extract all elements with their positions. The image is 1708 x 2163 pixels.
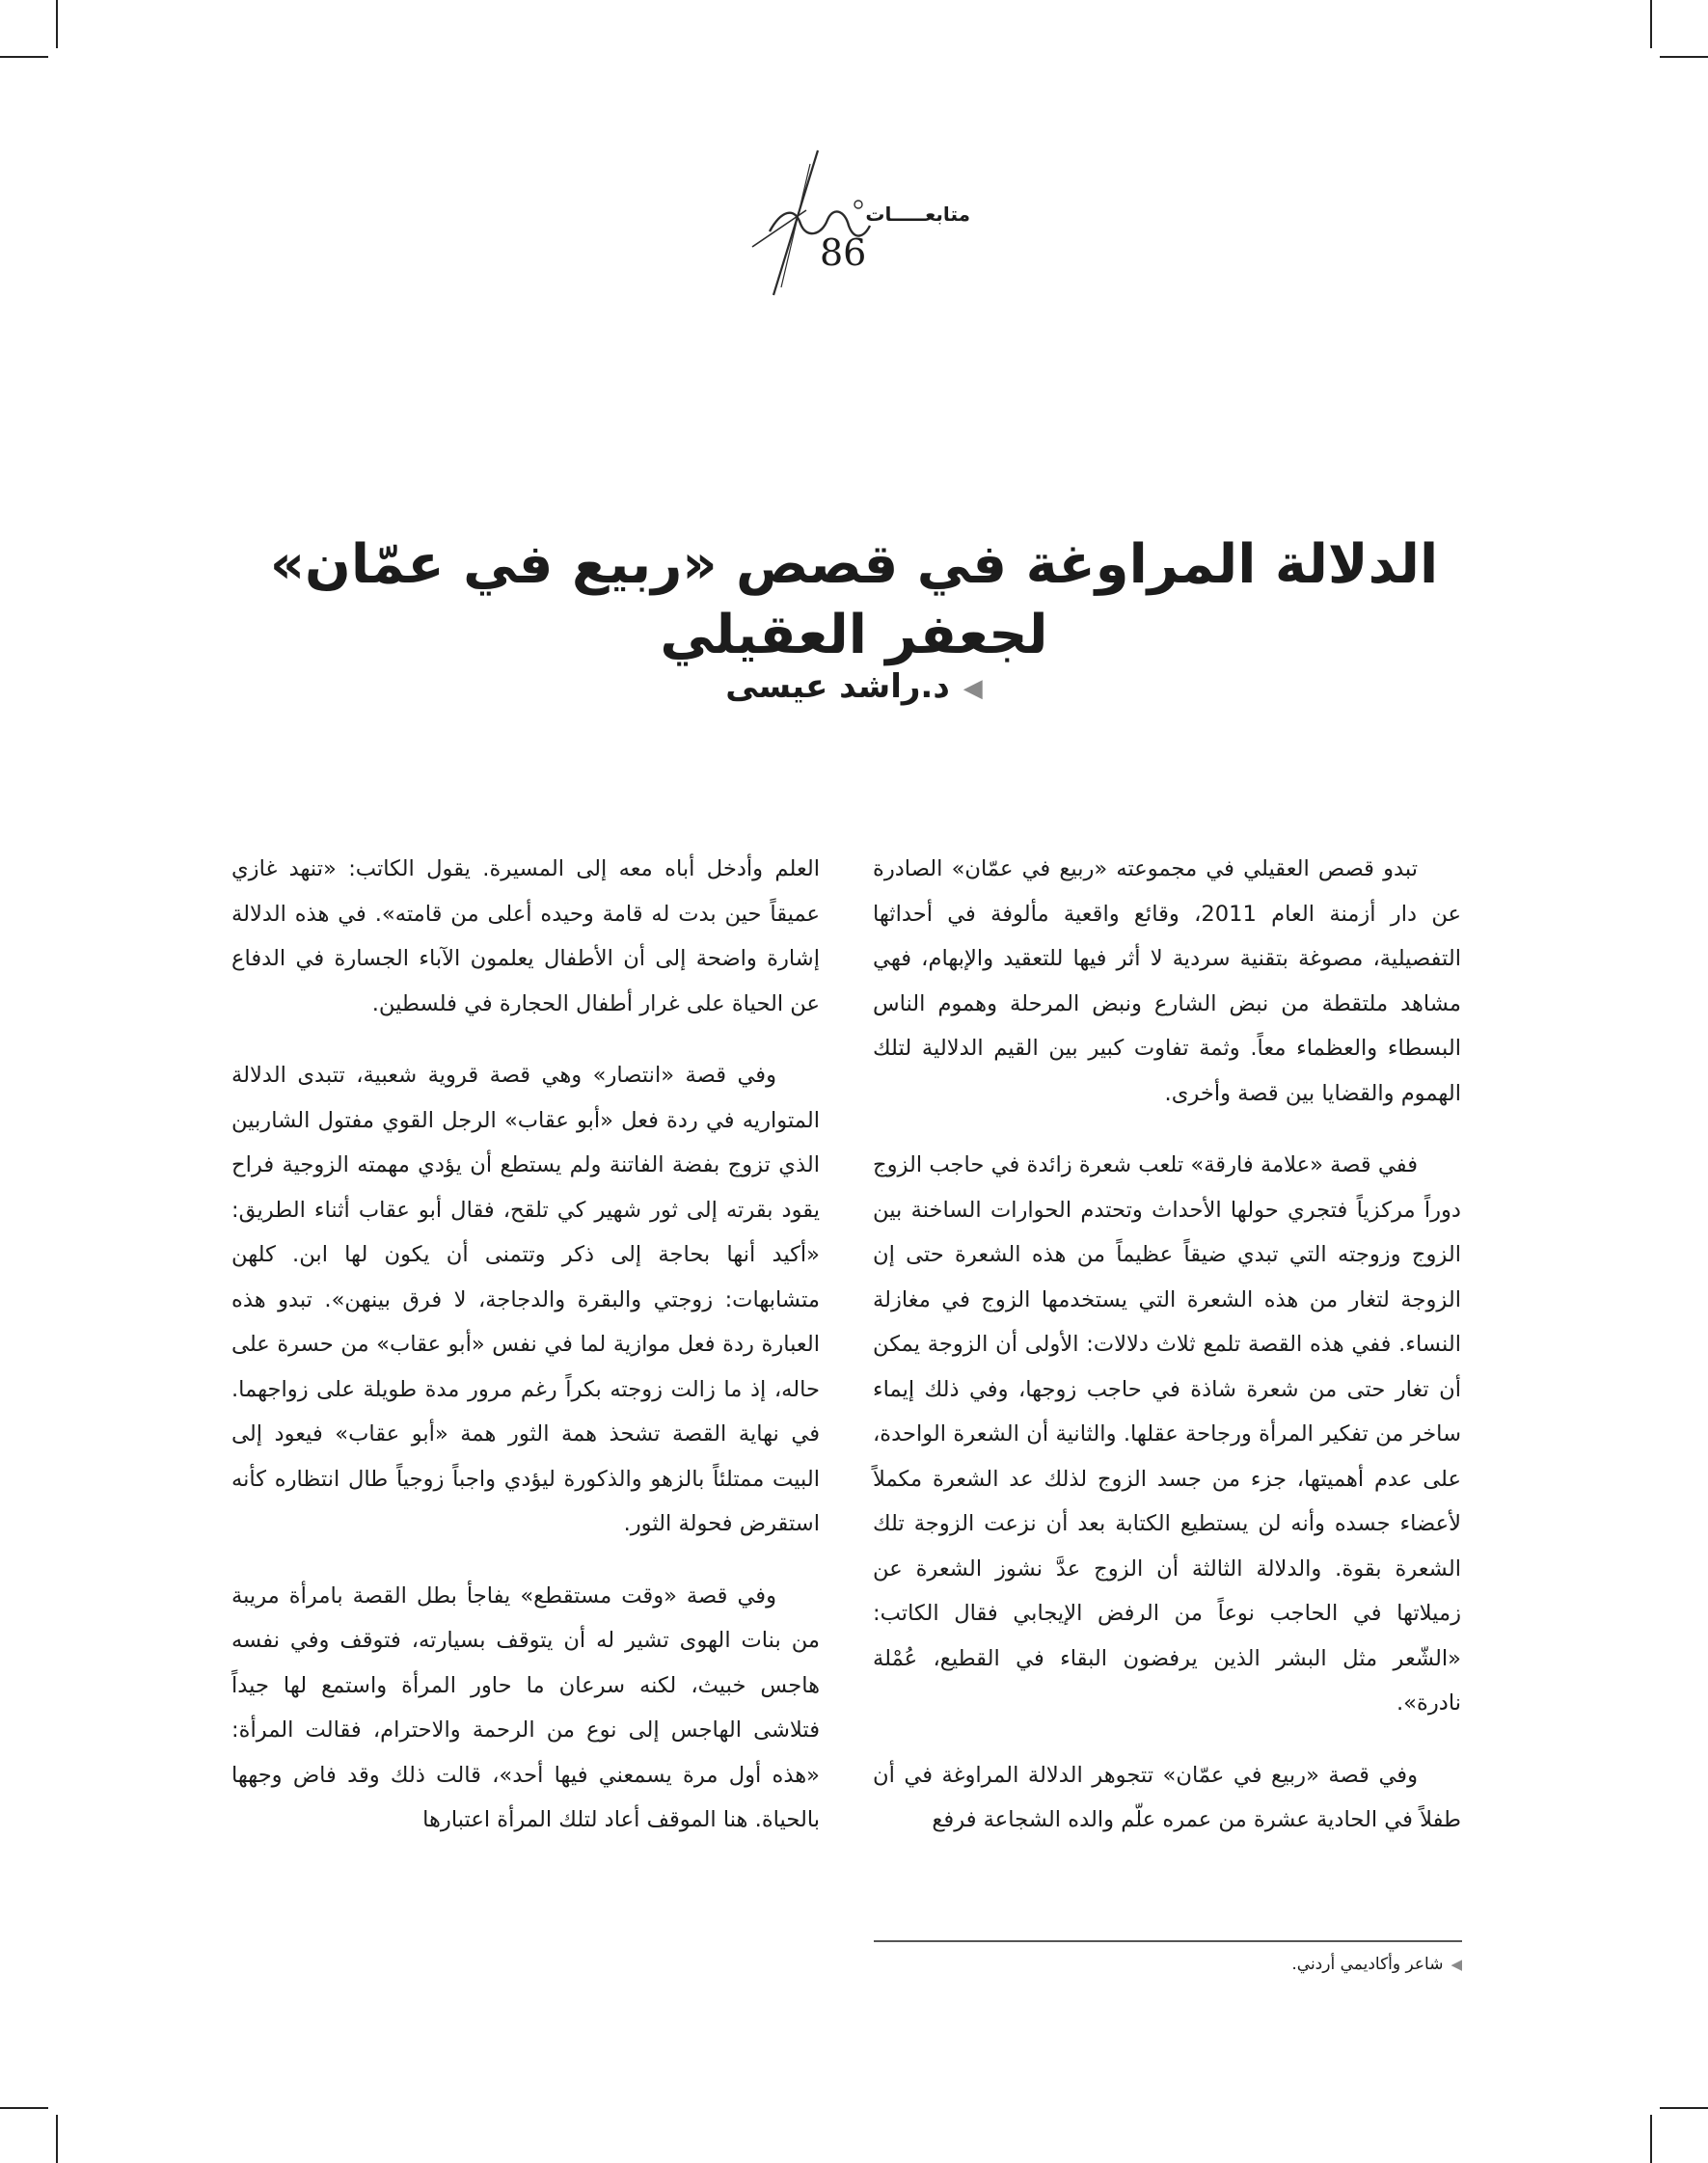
- crop-mark: [56, 2115, 58, 2163]
- crop-mark: [56, 0, 58, 48]
- paragraph: وفي قصة «وقت مستقطع» يفاجأ بطل القصة بامرأة مريبة من بنات الهوى تشير له أن يتوقف بسيارته، فتوقف وفي نفسه هاجس خبيث، لكنه سرعان ما حاور المرأة واستمع لها جيداً فتلاشى الهاجس إلى نوع من الرحمة والاحترام، فقالت المرأة: «هذه أول مرة يسمعني فيها أحد»، قالت ذلك وقد فاض وجهها بالحياة. هنا الموقف أعاد لتلك المرأة اعتبارها: [231, 1582, 820, 1832]
- footnote-text: شاعر وأكاديمي أردني.: [1291, 1955, 1444, 1974]
- paragraph: وفي قصة «ربيع في عمّان» تتجوهر الدلالة المراوغة في أن طفلاً في الحادية عشرة من عمره علّم والده الشجاعة فرفع: [873, 1762, 1461, 1832]
- triangle-marker-icon: ◀: [1450, 1956, 1462, 1973]
- crop-mark: [0, 2107, 48, 2109]
- author-name: د.راشد عيسى: [725, 667, 950, 706]
- crop-mark: [1650, 2115, 1652, 2163]
- footnote-divider: [874, 1940, 1462, 1942]
- page-number: 86: [820, 231, 867, 274]
- magazine-logo-icon: [714, 143, 878, 297]
- page-header: [675, 135, 984, 309]
- article-column-right: [873, 847, 1461, 1870]
- paragraph: ففي قصة «علامة فارقة» تلعب شعرة زائدة في حاجب الزوج دوراً مركزياً فتجري حولها الأحداث وتحتدم الحوارات الساخنة بين الزوج وزوجته التي تبدي ضيقاً عظيماً من هذه الشعرة حتى إن الزوجة لتغار من هذه الشعرة التي يستخدمها الزوج في مغازلة النساء. ففي هذه القصة تلمع ثلاث دلالات: الأولى أن الزوجة يمكن أن تغار حتى من شعرة شاذة في حاجب زوجها، وفي ذلك إيماء ساخر من تفكير المرأة ورجاحة عقلها. والثانية أن الشعرة الواحدة، على عدم أهميتها، جزء من جسد الزوج لذلك عد الشعرة مكملاً لأعضاء جسده وأنه لن يستطيع الكتابة بعد أن نزعت الزوجة تلك الشعرة بقوة. والدلالة الثالثة أن الزوج عدَّ نشوز الشعرة عن زميلاتها في الحاجب نوعاً من الرفض الإيجابي فقال الكاتب: «الشّعر مثل البشر الذين يرفضون البقاء في القطيع، عُمْلة نادرة».: [873, 1152, 1461, 1716]
- paragraph: وفي قصة «انتصار» وهي قصة قروية شعبية، تتبدى الدلالة المتواريه في ردة فعل «أبو عقاب» الرجل القوي مفتول الشاربين الذي تزوج بفضة الفاتنة ولم يستطع أن يؤدي مهمته الزوجية فراح يقود بقرته إلى ثور شهير كي تلقح، فقال أبو عقاب أثناء الطريق: «أكيد أنها بحاجة إلى ذكر وتتمنى أن يكون لها ابن. كلهن متشابهات: زوجتي والبقرة والدجاجة، لا فرق بينهن». تبدو هذه العبارة ردة فعل موازية لما في نفس «أبو عقاب» من حسرة على حاله، إذ ما زالت زوجته بكراً رغم مرور مدة طويلة على زواجهما. في نهاية القصة تشحذ همة الثور همة «أبو عقاب» فيعود إلى البيت ممتلئاً بالزهو والذكورة ليؤدي واجباً زوجياً طال انتظاره كأنه استقرض فحولة الثور.: [231, 1063, 820, 1536]
- crop-mark: [1660, 2107, 1708, 2109]
- footnote: [1291, 1955, 1462, 1974]
- paragraph: تبدو قصص العقيلي في مجموعته «ربيع في عمّان» الصادرة عن دار أزمنة العام 2011، وقائع واقعية مألوفة في أحداثها التفصيلية، مصوغة بتقنية سردية لا أثر فيها للتعقيد والإبهام، فهي مشاهد ملتقطة من نبض الشارع ونبض المرحلة وهموم الناس البسطاء والعظماء معاً. وثمة تفاوت كبير بين القيم الدلالية لتلك الهموم والقضايا بين قصة وأخرى.: [873, 856, 1461, 1106]
- crop-mark: [1660, 56, 1708, 58]
- section-label: متابعـــــات: [865, 203, 970, 226]
- article-column-left: [231, 847, 820, 1870]
- triangle-marker-icon: ◀: [962, 673, 983, 703]
- article-title: الدلالة المراوغة في قصص «ربيع في عمّان» لجعفر العقيلي: [269, 533, 1439, 666]
- author-line: [0, 667, 1708, 706]
- crop-mark: [1650, 0, 1652, 48]
- crop-mark: [0, 56, 48, 58]
- paragraph: العلم وأدخل أباه معه إلى المسيرة. يقول الكاتب: «تنهد غازي عميقاً حين بدت له قامة وحيده أعلى من قامته». في هذه الدلالة إشارة واضحة إلى أن الأطفال يعلمون الآباء الجسارة في الدفاع عن الحياة على غرار أطفال الحجارة في فلسطين.: [231, 856, 820, 1016]
